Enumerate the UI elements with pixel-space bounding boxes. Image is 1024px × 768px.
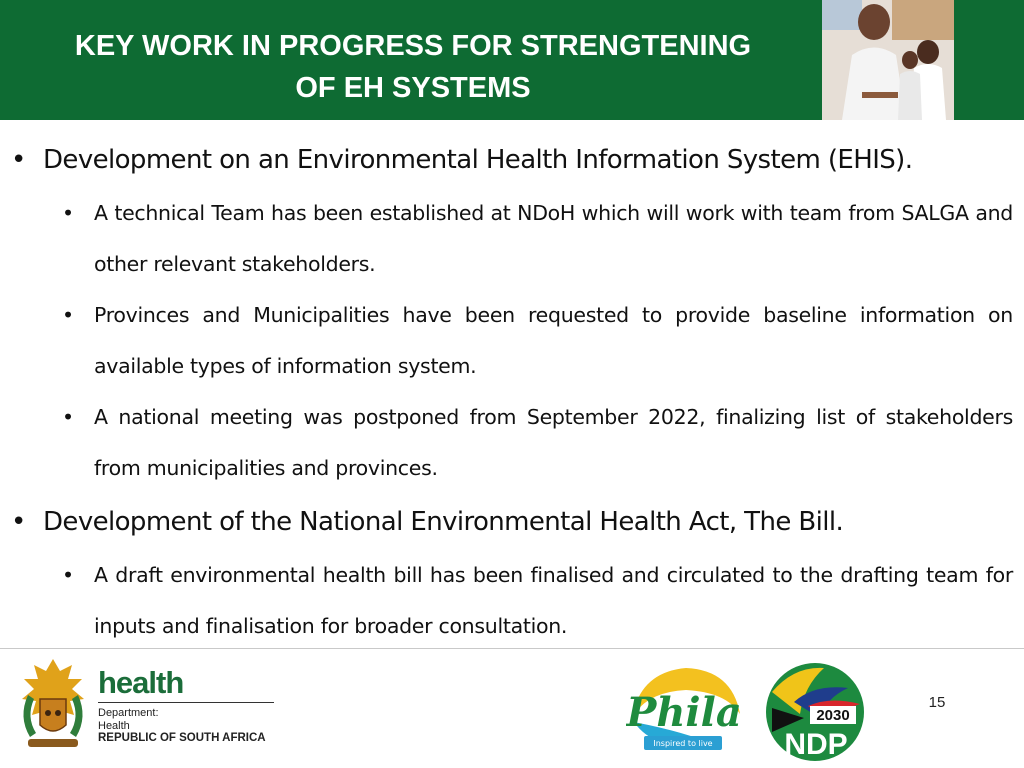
bullet-ehis: • Development on an Environmental Health Information System (EHIS). — [43, 134, 1008, 186]
department-label — [98, 707, 266, 745]
footer-divider — [0, 648, 1024, 649]
phila-logo-icon — [626, 662, 744, 758]
nurse-children-photo — [822, 0, 954, 120]
slide-header — [0, 0, 1024, 120]
slide-body — [0, 132, 1024, 652]
dept-line-rsa: REPUBLIC OF SOUTH AFRICA — [98, 732, 266, 744]
ndp-text: NDP — [784, 728, 848, 761]
health-logo-rule — [98, 702, 274, 703]
slide-title-line2: OF EH SYSTEMS — [295, 72, 531, 104]
health-logo-text: health — [98, 665, 184, 700]
sub-bullet-draft-bill: • A draft environmental health bill has been finalised and circulated to the drafting team for inputs and finalisation for broader consultation. — [94, 550, 1013, 652]
dept-line-health: Health — [98, 719, 130, 732]
slide-title — [0, 25, 826, 109]
page-number: 15 — [928, 694, 946, 711]
header-photo — [822, 0, 954, 120]
bullet-eh-act: • Development of the National Environmental Health Act, The Bill. — [43, 496, 1008, 548]
coat-of-arms-icon — [14, 655, 92, 755]
phila-tagline: Inspired to live — [653, 739, 713, 748]
ndp-2030-logo-icon — [764, 662, 866, 762]
sub-bullet-technical-team: • A technical Team has been established at NDoH which will work with team from SALGA and other relevant stakeholders. — [94, 188, 1013, 290]
slide-title-line1: KEY WORK IN PROGRESS FOR STRENGTENING — [74, 30, 752, 62]
sub-bullet-provinces-baseline: • Provinces and Municipalities have been requested to provide baseline information on available types of information system. — [94, 290, 1013, 392]
sub-bullet-national-meeting: • A national meeting was postponed from September 2022, finalizing list of stakeholders from municipalities and provinces. — [94, 392, 1013, 494]
dept-line-department: Department: — [98, 707, 159, 719]
phila-logo-text: Phila — [626, 689, 742, 736]
ndp-year: 2030 — [816, 707, 850, 724]
